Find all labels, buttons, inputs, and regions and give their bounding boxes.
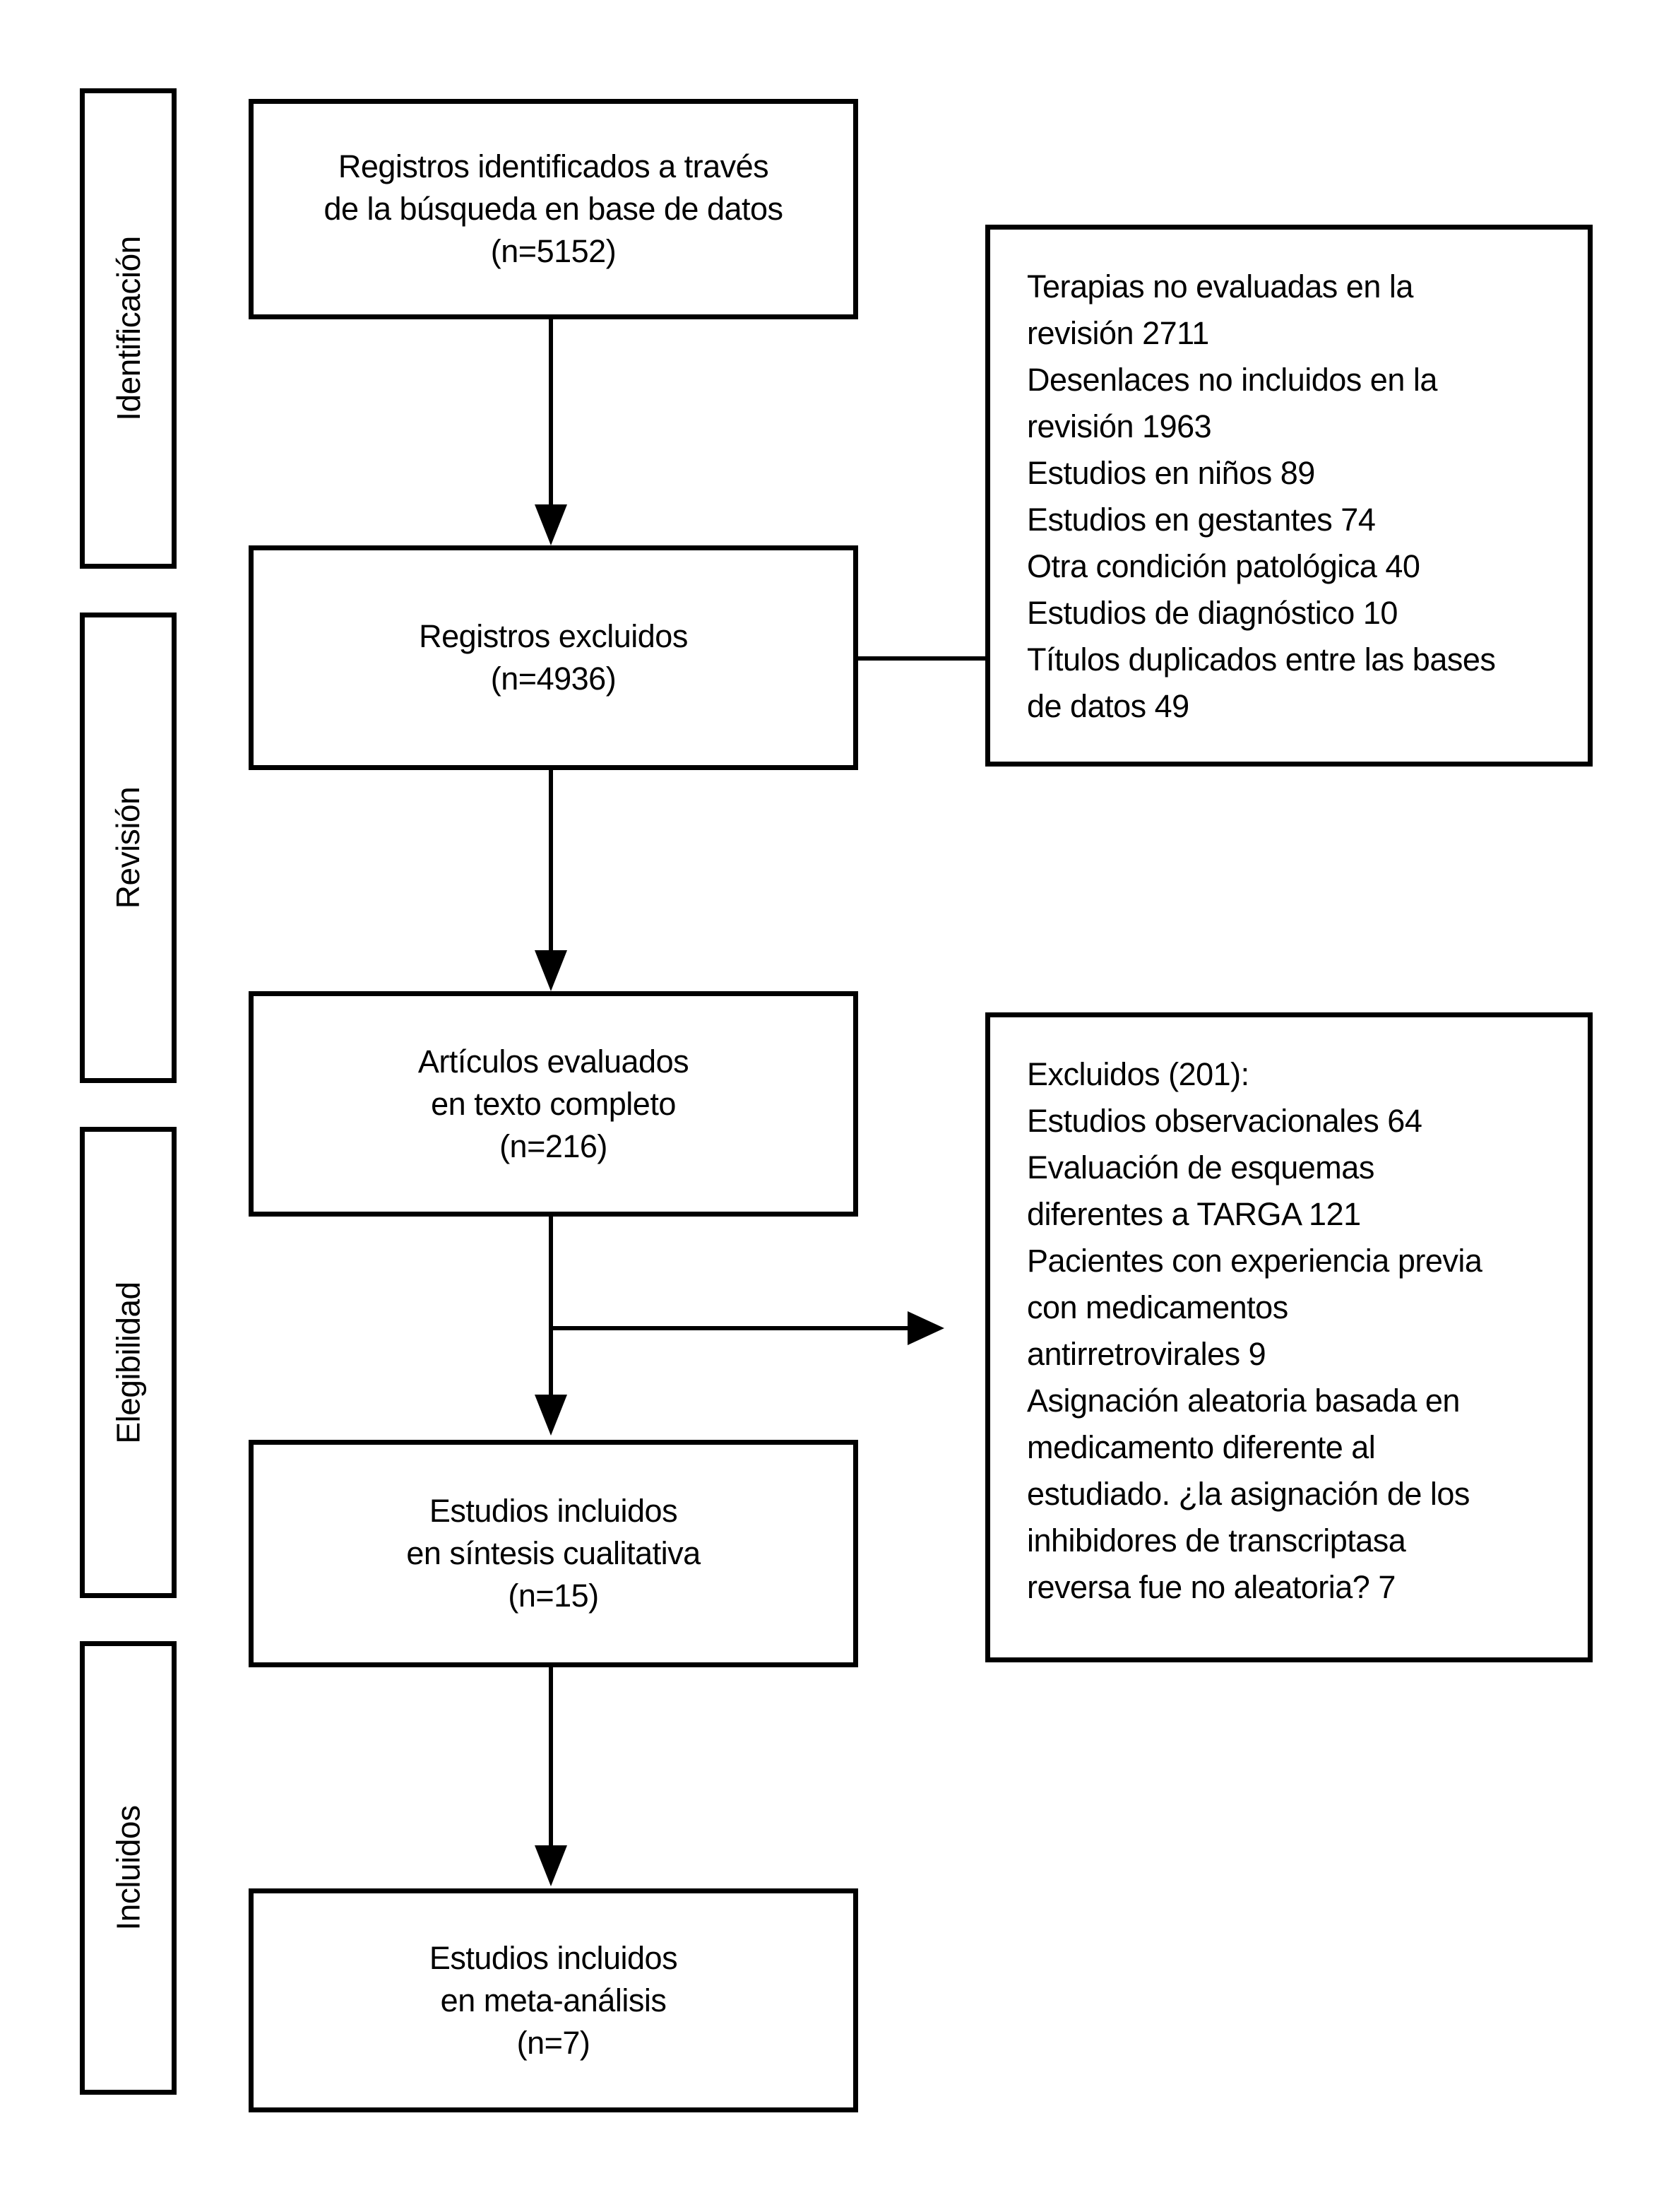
side-box-record-exclusion-reasons <box>985 225 1593 767</box>
text-line: antirretrovirales 9 <box>1027 1336 1266 1372</box>
text-line: medicamento diferente al <box>1027 1429 1376 1465</box>
text-line: de la búsqueda en base de datos <box>323 191 783 227</box>
text-line: revisión 2711 <box>1027 315 1209 351</box>
text-line: diferentes a TARGA 121 <box>1027 1196 1361 1232</box>
text-line: Asignación aleatoria basada en <box>1027 1383 1460 1419</box>
connector-line <box>549 1217 553 1395</box>
arrow-down-icon <box>535 1845 567 1886</box>
text-line: Estudios incluidos <box>429 1493 678 1529</box>
text-line: Desenlaces no incluidos en la <box>1027 362 1437 398</box>
text-line: Estudios en gestantes 74 <box>1027 502 1376 538</box>
text-line: en texto completo <box>431 1085 676 1122</box>
text-line: Terapias no evaluadas en la <box>1027 268 1413 304</box>
text-line: Registros identificados a través <box>338 148 769 184</box>
arrow-down-icon <box>535 950 567 991</box>
text-line: Estudios en niños 89 <box>1027 455 1315 491</box>
stage-box-elegibilidad <box>80 1127 177 1598</box>
connector-line <box>549 1667 553 1845</box>
text-line: (n=15) <box>508 1578 599 1614</box>
flow-box-fulltext-assessed <box>249 991 858 1217</box>
flow-box-records-excluded <box>249 545 858 770</box>
text-line: reversa fue no aleatoria? 7 <box>1027 1569 1396 1605</box>
text-line: con medicamentos <box>1027 1289 1288 1325</box>
text-line: en síntesis cualitativa <box>406 1535 701 1571</box>
text-line: Estudios incluidos <box>429 1939 678 1976</box>
text-line: revisión 1963 <box>1027 408 1212 444</box>
stage-box-incluidos <box>80 1641 177 2095</box>
stage-label-revision: Revisión <box>109 786 147 909</box>
connector-line <box>549 770 553 950</box>
stage-box-identificacion <box>80 88 177 569</box>
text-line: inhibidores de transcriptasa <box>1027 1522 1406 1559</box>
stage-label-identificacion: Identificación <box>109 236 147 421</box>
arrow-down-icon <box>535 1395 567 1436</box>
text-line: (n=7) <box>516 2024 590 2061</box>
side-box-text <box>990 230 1588 730</box>
text-line: Estudios observacionales 64 <box>1027 1103 1422 1139</box>
flow-box-records-identified <box>249 99 858 319</box>
arrow-down-icon <box>535 504 567 545</box>
stage-label-incluidos: Incluidos <box>109 1805 147 1931</box>
text-line: Registros excluidos <box>419 618 688 654</box>
text-line: estudiado. ¿la asignación de los <box>1027 1476 1470 1512</box>
text-line: Evaluación de esquemas <box>1027 1149 1374 1185</box>
text-line: Excluidos (201): <box>1027 1056 1249 1092</box>
arrow-right-icon <box>908 1311 944 1345</box>
side-box-text <box>990 1017 1588 1611</box>
flow-box-qualitative-synthesis <box>249 1440 858 1667</box>
connector-line <box>549 319 553 504</box>
text-line: (n=4936) <box>490 661 617 697</box>
connector-line <box>858 656 987 661</box>
stage-box-revision <box>80 613 177 1083</box>
text-line: Otra condición patológica 40 <box>1027 548 1420 584</box>
text-line: Títulos duplicados entre las bases <box>1027 641 1496 678</box>
stage-label-elegibilidad: Elegibilidad <box>109 1281 147 1444</box>
connector-line <box>551 1326 908 1330</box>
text-line: (n=5152) <box>490 233 617 269</box>
text-line: de datos 49 <box>1027 688 1189 724</box>
text-line: (n=216) <box>499 1128 607 1164</box>
flow-box-meta-analysis <box>249 1888 858 2112</box>
text-line: en meta-análisis <box>440 1982 667 2018</box>
text-line: Estudios de diagnóstico 10 <box>1027 595 1398 631</box>
text-line: Pacientes con experiencia previa <box>1027 1243 1482 1279</box>
text-line: Artículos evaluados <box>417 1043 689 1080</box>
side-box-fulltext-exclusion-reasons <box>985 1012 1593 1662</box>
